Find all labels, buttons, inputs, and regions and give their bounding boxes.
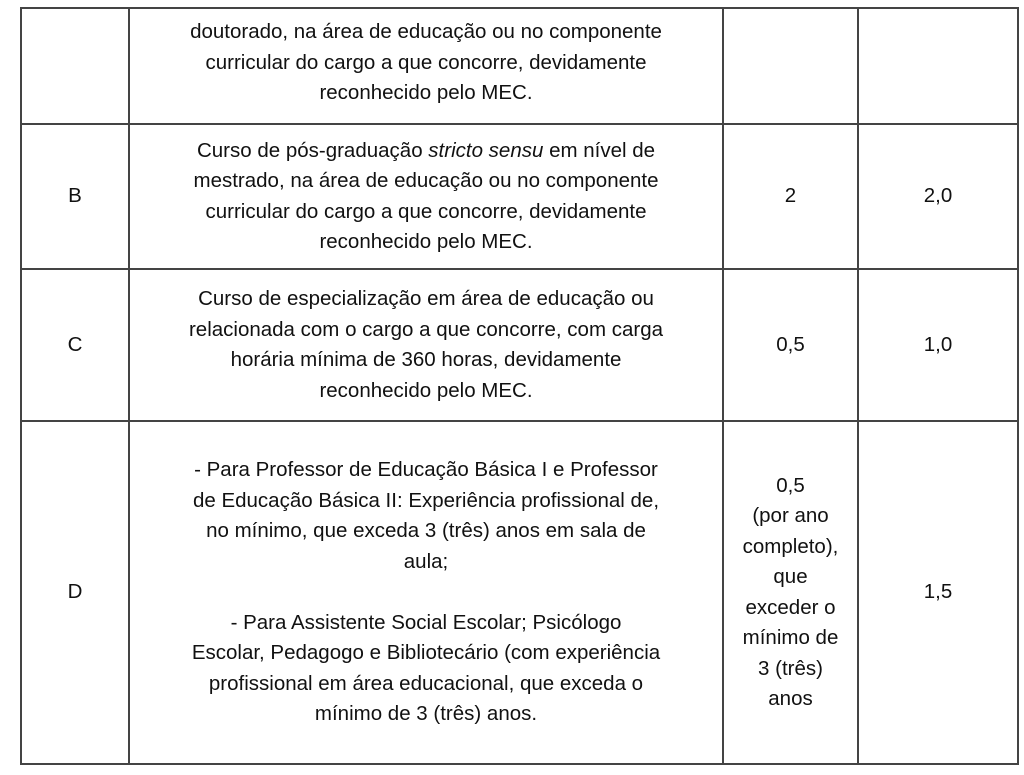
points-line: 0,5	[776, 473, 805, 497]
table-row	[21, 124, 1018, 269]
description-line: - Para Professor de Educação Básica I e Professor	[194, 458, 658, 482]
description-line: - Para Assistente Social Escolar; Psicólogo	[230, 610, 622, 634]
description-line: relacionada com o cargo a que concorre, com carga	[188, 317, 664, 341]
description-line: no mínimo, que exceda 3 (três) anos em sala de	[206, 519, 646, 543]
description-line: de Educação Básica II: Experiência profissional de,	[192, 488, 660, 512]
points-line: completo),	[742, 534, 839, 558]
description-line: aula;	[403, 549, 449, 573]
description-line: profissional em área educacional, que exceda o	[208, 671, 644, 695]
points-line: 3 (três)	[758, 656, 823, 680]
description-cell	[129, 421, 723, 764]
max-points-cell: 2,0	[858, 124, 1018, 269]
table-row	[21, 269, 1018, 421]
points-cell: 0,5	[723, 269, 858, 421]
description-line: curricular do cargo a que concorre, devidamente	[205, 199, 647, 223]
points-line: exceder o	[745, 595, 836, 619]
description-line: reconhecido pelo MEC.	[319, 81, 533, 105]
table-row	[21, 421, 1018, 764]
description-cell	[129, 8, 723, 124]
item-cell: B	[21, 124, 129, 269]
description-line: Escolar, Pedagogo e Bibliotecário (com experiência	[191, 641, 661, 665]
description-line	[144, 136, 708, 167]
description-italic-text: stricto sensu	[428, 138, 544, 162]
item-cell	[21, 8, 129, 124]
points-cell	[723, 421, 858, 764]
table-row	[21, 8, 1018, 124]
item-cell: D	[21, 421, 129, 764]
description-line: horária mínima de 360 horas, devidamente	[230, 348, 622, 371]
item-cell: C	[21, 269, 129, 421]
description-line: reconhecido pelo MEC.	[319, 378, 533, 402]
scoring-table	[20, 7, 1019, 765]
description-line: Curso de especialização em área de educação ou	[198, 287, 654, 310]
description-line: doutorado, na área de educação ou no componente	[190, 20, 662, 44]
description-line: curricular do cargo a que concorre, devidamente	[205, 50, 647, 74]
description-cell	[129, 269, 723, 421]
max-points-cell	[858, 8, 1018, 124]
points-cell: 2	[723, 124, 858, 269]
points-line: (por ano	[752, 504, 829, 527]
paragraph-gap	[144, 577, 708, 608]
description-line: mestrado, na área de educação ou no componente	[193, 169, 659, 192]
description-line: reconhecido pelo MEC.	[319, 230, 533, 253]
description-text: Curso de pós-graduação	[196, 138, 429, 162]
description-line: mínimo de 3 (três) anos.	[314, 702, 538, 726]
points-line: que	[773, 565, 808, 588]
description-text: em nível de	[543, 138, 656, 162]
max-points-cell: 1,5	[858, 421, 1018, 764]
description-cell	[129, 124, 723, 269]
max-points-cell: 1,0	[858, 269, 1018, 421]
points-line: anos	[768, 687, 813, 710]
points-line: mínimo de	[742, 626, 839, 649]
points-cell	[723, 8, 858, 124]
